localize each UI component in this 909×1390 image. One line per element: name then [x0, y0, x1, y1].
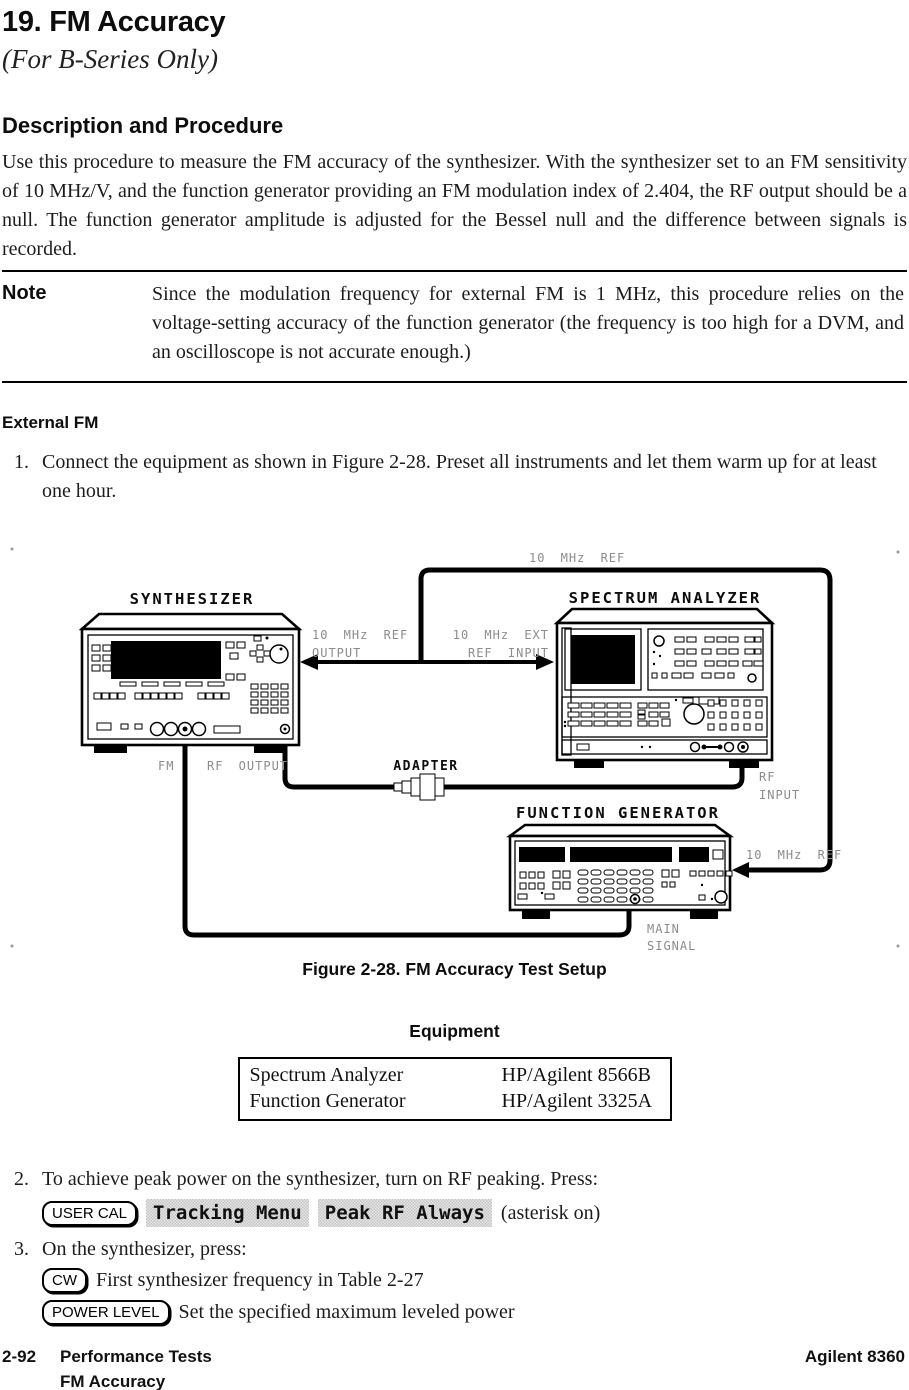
figure-corner-mark	[11, 548, 14, 551]
chapter-number: 19.	[2, 6, 42, 38]
step-1-number: 1.	[14, 451, 29, 473]
cw-key: CW	[42, 1268, 87, 1293]
page-title	[2, 6, 907, 38]
step-3a-text: First synthesizer frequency in Table 2-27	[96, 1269, 424, 1291]
note-label: Note	[2, 282, 47, 304]
step-3-key-line-1	[2, 1266, 907, 1294]
function-generator-display	[519, 847, 565, 862]
spectrum-analyzer-display	[571, 635, 635, 684]
fm-label: FM	[158, 759, 175, 773]
figure-corner-mark	[11, 945, 14, 948]
step-3b-text: Set the specified maximum leveled power	[178, 1301, 515, 1323]
note-block	[2, 270, 907, 383]
section-heading: Description and Procedure	[2, 113, 284, 138]
chapter-title: FM Accuracy	[49, 6, 226, 38]
page-subtitle: (For B-Series Only)	[2, 44, 218, 74]
function-generator-instrument	[510, 804, 732, 919]
procedure-steps	[2, 1165, 907, 1326]
step-2	[2, 1165, 907, 1194]
adapter-label: ADAPTER	[393, 759, 459, 774]
step-3-number: 3.	[14, 1238, 29, 1260]
equipment-item: Function Generator	[249, 1090, 406, 1112]
tracking-menu-softkey: Tracking Menu	[146, 1199, 309, 1227]
intro-paragraph: Use this procedure to measure the FM accuracy of the synthesizer. With the synthesizer set to an FM sensitivity of 10 MHz/V, and the function generator providing an FM modulation index of 2.404, the RF output should be a null. The function generator amplitude is adjusted for the Bessel null and the difference between signals is recorded.	[2, 151, 907, 260]
equipment-item: Spectrum Analyzer	[249, 1064, 404, 1086]
step-3-text: On the synthesizer, press:	[42, 1238, 247, 1260]
adapter	[394, 774, 444, 800]
step-3	[2, 1235, 907, 1264]
equipment-model: HP/Agilent 8566B	[501, 1064, 651, 1086]
rf-input-label-line1: RF	[759, 770, 776, 784]
synthesizer-label: SYNTHESIZER	[129, 590, 255, 608]
figure-2-28	[2, 542, 909, 955]
test-setup-diagram	[2, 542, 909, 955]
ext-ref-label-line2: REF INPUT	[467, 646, 549, 660]
step-2-suffix: (asterisk on)	[500, 1202, 601, 1224]
step-1	[2, 448, 907, 506]
synthesizer-display	[111, 641, 221, 679]
footer-subsection: FM Accuracy	[60, 1372, 166, 1390]
subsection-heading: External FM	[2, 413, 99, 432]
ref-output-label-line2: OUTPUT	[312, 646, 362, 660]
equipment-heading: Equipment	[409, 1021, 500, 1041]
footer-section: Performance Tests	[60, 1347, 212, 1366]
synthesizer-instrument	[82, 590, 299, 753]
footer-product: Agilent 8360	[804, 1347, 905, 1366]
peak-rf-always-softkey: Peak RF Always	[318, 1199, 492, 1227]
spectrum-analyzer-instrument	[557, 589, 772, 768]
arrowhead-into-function-generator	[732, 862, 749, 878]
figure-caption: Figure 2-28. FM Accuracy Test Setup	[302, 959, 607, 979]
table-row	[240, 1062, 670, 1088]
page-number: 2-92	[2, 1347, 37, 1366]
step-3-key-line-2	[2, 1298, 907, 1326]
step-1-text: Connect the equipment as shown in Figure 2-28. Preset all instruments and let them warm up for at least one hour.	[42, 451, 877, 502]
step-2-text: To achieve peak power on the synthesizer, turn on RF peaking. Press:	[42, 1168, 598, 1190]
step-2-number: 2.	[14, 1168, 29, 1190]
power-level-key: POWER LEVEL	[42, 1300, 170, 1325]
spectrum-analyzer-knob	[684, 704, 704, 724]
function-generator-label: FUNCTION GENERATOR	[516, 804, 720, 822]
figure-corner-mark	[897, 551, 900, 554]
ref-top-label: 10 MHz REF	[529, 551, 626, 565]
main-signal-label-line1: MAIN	[647, 922, 680, 936]
main-signal-label-line2: SIGNAL	[647, 939, 697, 953]
equipment-table	[238, 1057, 672, 1121]
user-cal-key: USER CAL	[42, 1201, 137, 1226]
table-row	[240, 1088, 670, 1114]
equipment-model: HP/Agilent 3325A	[501, 1090, 653, 1112]
rf-input-label-line2: INPUT	[759, 788, 801, 802]
page-footer	[2, 1347, 905, 1390]
fm-connector	[183, 727, 188, 732]
figure-corner-mark	[897, 945, 900, 948]
ref-output-label-line1: 10 MHz REF	[312, 628, 409, 642]
spectrum-analyzer-label: SPECTRUM ANALYZER	[568, 589, 762, 607]
synthesizer-knob	[270, 645, 288, 663]
note-text: Since the modulation frequency for external FM is 1 MHz, this procedure relies on the voltage-setting accuracy of the function generator (the frequency is too high for a DVM, and an oscilloscope is not accurate enough.)	[152, 283, 904, 363]
manual-page	[0, 6, 909, 1326]
step-2-keys	[2, 1199, 907, 1227]
ref-right-label: 10 MHz REF	[746, 848, 843, 862]
rf-output-label: RF OUTPUT	[207, 759, 289, 773]
ext-ref-label-line1: 10 MHz EXT	[452, 628, 549, 642]
